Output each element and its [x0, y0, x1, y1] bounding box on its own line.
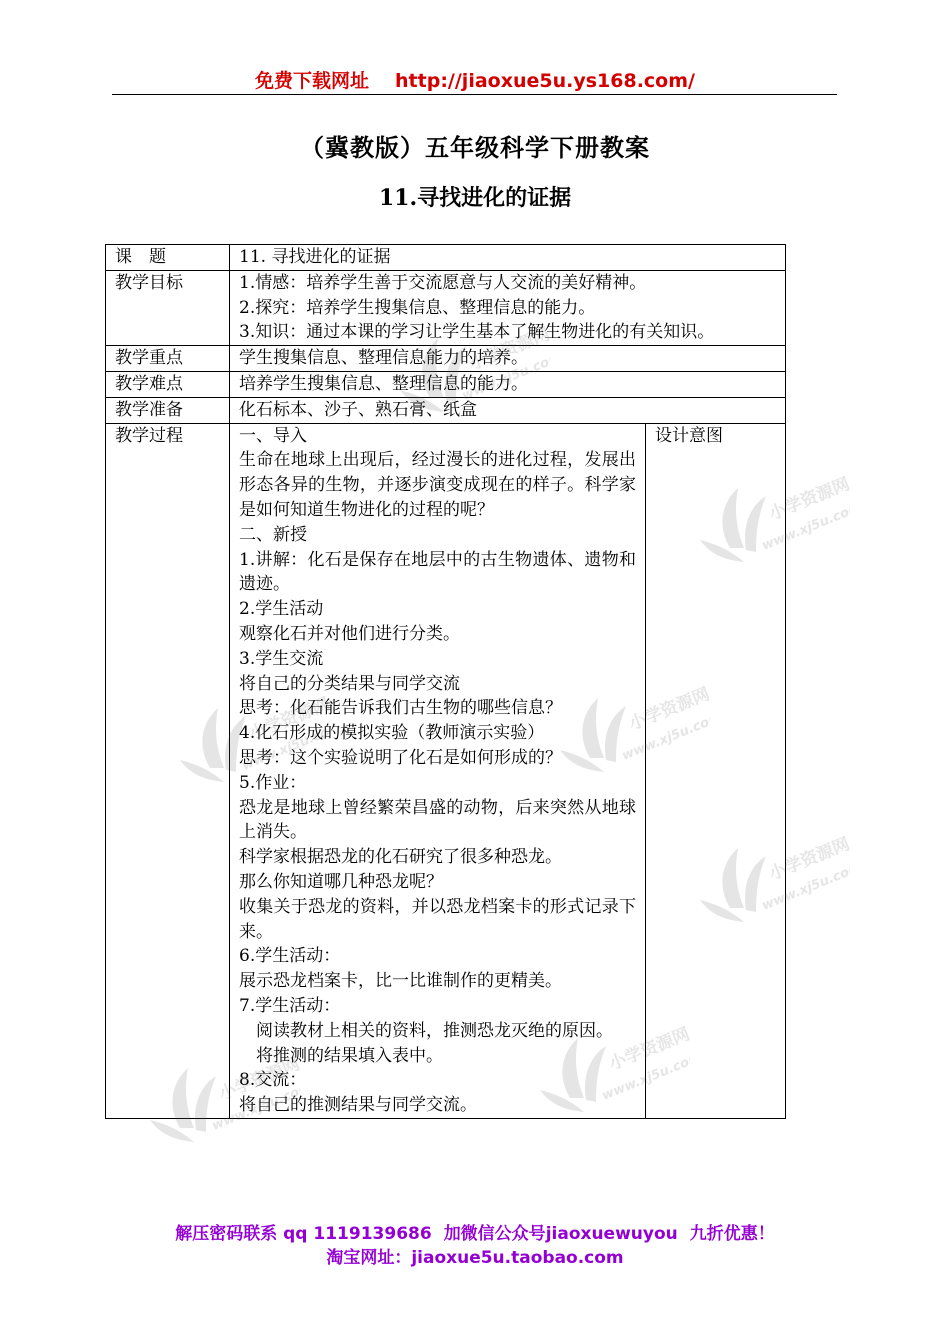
process-step: 科学家根据恐龙的化石研究了很多种恐龙。 — [239, 847, 562, 868]
difficulty-label: 教学难点 — [106, 371, 230, 397]
header-url[interactable]: http://jiaoxue5u.ys168.com/ — [395, 70, 695, 92]
process-step: 6.学生活动： — [239, 946, 341, 967]
process-step: 1.讲解：化石是保存在地层中的古生物遗体、遗物和遗迹。 — [239, 549, 636, 595]
topic-label: 课 题 — [106, 245, 230, 271]
footer-contact — [0, 1219, 950, 1244]
footer-contact-label: 解压密码联系 — [175, 1224, 278, 1244]
footer-wechat-label: 加微信公众号 — [443, 1224, 546, 1244]
process-step: 收集关于恐龙的资料，并以恐龙档案卡的形式记录下来。 — [239, 896, 636, 942]
footer-qq: qq 1119139686 — [283, 1224, 432, 1244]
process-label: 教学过程 — [106, 423, 230, 1118]
header-download-link[interactable] — [0, 66, 950, 93]
process-step: 7.学生活动： — [239, 995, 341, 1016]
process-step: 将推测的结果填入表中。 — [256, 1045, 443, 1066]
process-step: 2.学生活动 — [239, 599, 324, 620]
process-step: 阅读教材上相关的资料，推测恐龙灭绝的原因。 — [256, 1020, 613, 1041]
document-title: （冀教版）五年级科学下册教案 — [300, 133, 650, 162]
table-row — [106, 423, 786, 1118]
prep-value: 化石标本、沙子、熟石膏、纸盒 — [230, 397, 786, 423]
process-step: 展示恐龙档案卡，比一比谁制作的更精美。 — [239, 971, 562, 992]
process-step: 一、导入 — [239, 425, 307, 446]
process-step: 思考：这个实验说明了化石是如何形成的？ — [239, 747, 562, 768]
process-step: 8.交流： — [239, 1070, 307, 1091]
process-step: 二、新授 — [239, 524, 307, 545]
table-row — [106, 270, 786, 345]
process-step: 那么你知道哪几种恐龙呢？ — [239, 871, 443, 892]
topic-value: 11. 寻找进化的证据 — [230, 245, 786, 271]
process-step: 3.学生交流 — [239, 648, 324, 669]
footer-taobao-link[interactable]: 淘宝网址：jiaoxue5u.taobao.com — [326, 1248, 624, 1268]
footer-discount: 九折优惠！ — [689, 1224, 775, 1244]
goals-label: 教学目标 — [106, 270, 230, 345]
difficulty-value: 培养学生搜集信息、整理信息的能力。 — [230, 371, 786, 397]
table-row — [106, 397, 786, 423]
footer-wechat-id: jiaoxuewuyou — [545, 1224, 678, 1244]
goal-item: 3.知识：通过本课的学习让学生基本了解生物进化的有关知识。 — [239, 322, 715, 343]
key-label: 教学重点 — [106, 346, 230, 372]
design-intent-label: 设计意图 — [655, 425, 723, 446]
header-rule — [112, 94, 837, 95]
process-step: 5.作业： — [239, 772, 307, 793]
goal-item: 2.探究：培养学生搜集信息、整理信息的能力。 — [239, 297, 596, 318]
key-value: 学生搜集信息、整理信息能力的培养。 — [230, 346, 786, 372]
goal-item: 1.情感：培养学生善于交流愿意与人交流的美好精神。 — [239, 272, 647, 293]
process-step: 生命在地球上出现后，经过漫长的进化过程，发展出形态各异的生物，并逐步演变成现在的样子。科学家是如何知道生物进化的过程的呢？ — [239, 450, 636, 520]
process-step: 将自己的分类结果与同学交流 — [239, 673, 460, 694]
table-row — [106, 245, 786, 271]
table-row — [106, 346, 786, 372]
design-intent-cell — [646, 423, 786, 1118]
lesson-title: 11.寻找进化的证据 — [378, 185, 572, 211]
process-cell — [230, 423, 646, 1118]
process-step: 恐龙是地球上曾经繁荣昌盛的动物，后来突然从地球上消失。 — [239, 797, 636, 843]
prep-label: 教学准备 — [106, 397, 230, 423]
header-label: 免费下载网址 — [255, 70, 370, 92]
goals-cell — [230, 270, 786, 345]
process-step: 思考：化石能告诉我们古生物的哪些信息？ — [239, 698, 562, 719]
process-step: 将自己的推测结果与同学交流。 — [239, 1095, 477, 1116]
lesson-plan-table — [105, 244, 786, 1119]
process-step: 4.化石形成的模拟实验（教师演示实验） — [239, 723, 545, 744]
table-row — [106, 371, 786, 397]
process-step: 观察化石并对他们进行分类。 — [239, 623, 460, 644]
